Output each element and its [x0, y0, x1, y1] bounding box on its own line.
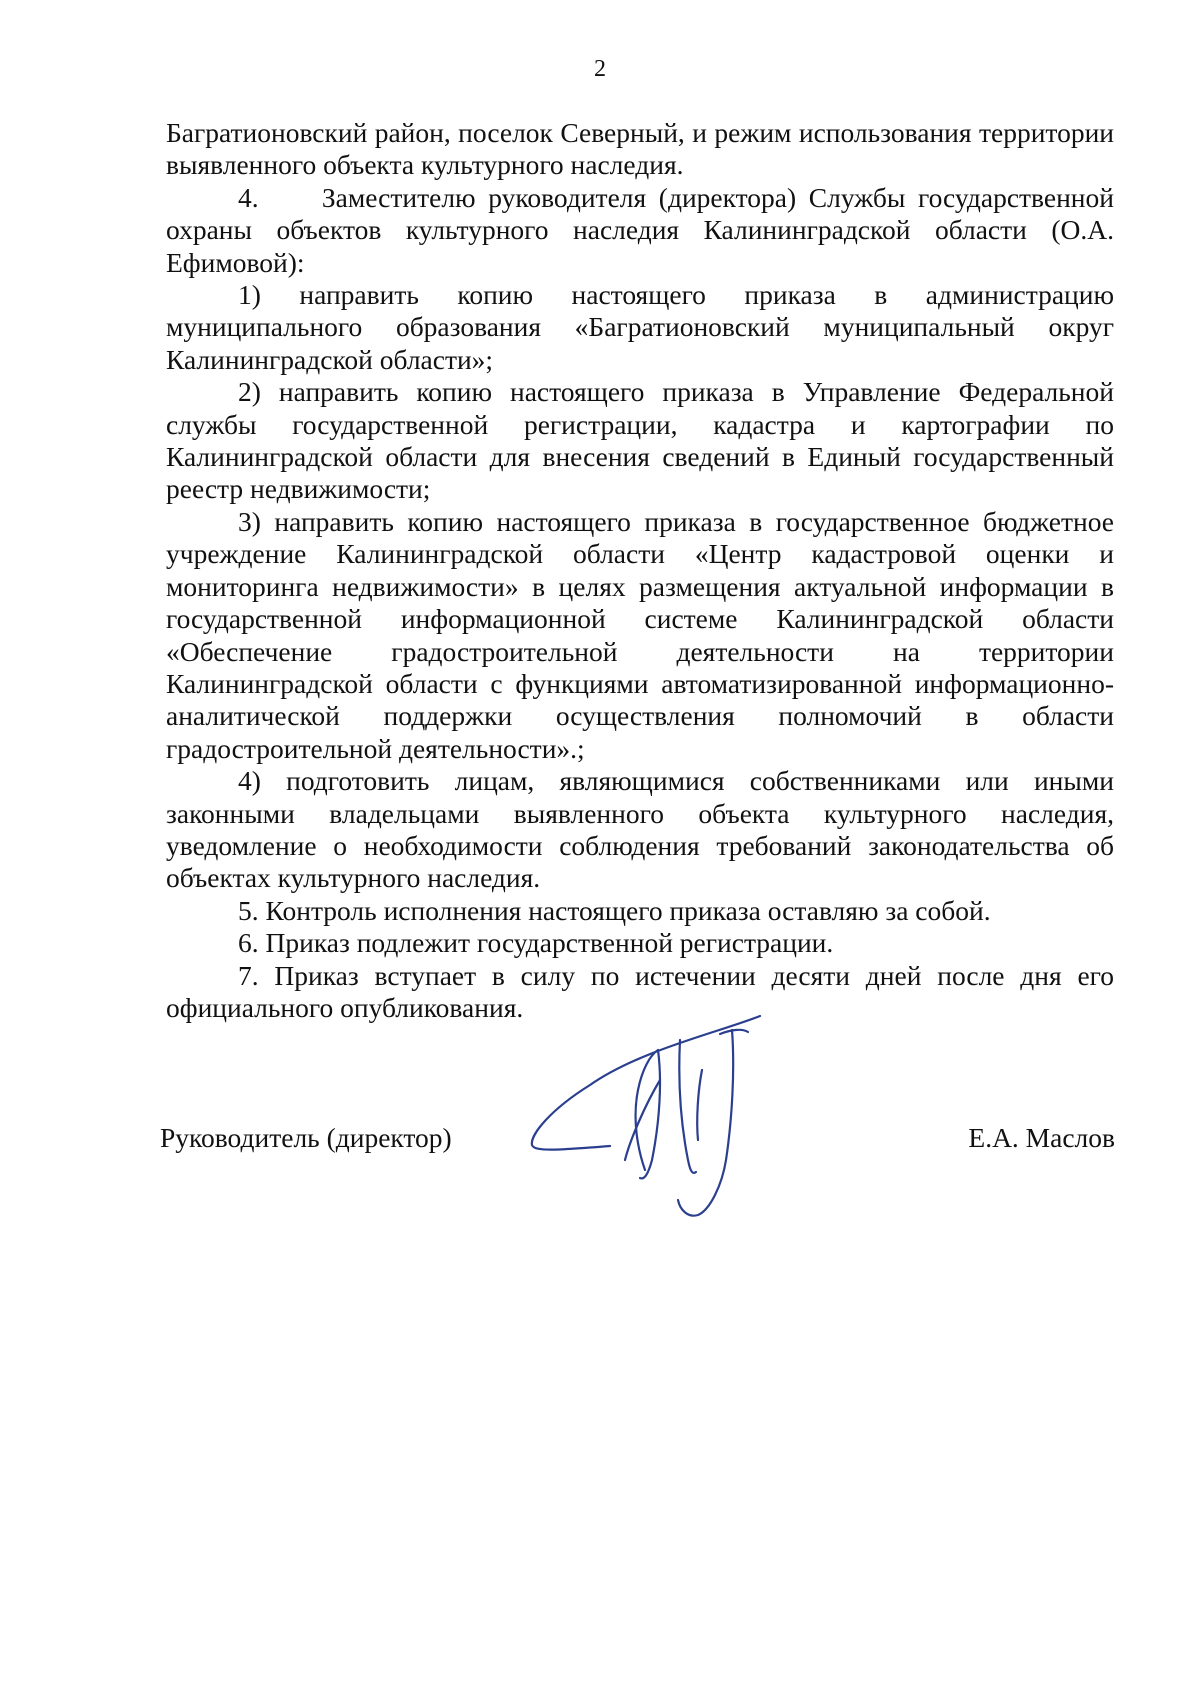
paragraph-item-6: 6. Приказ подлежит государственной регистрации. — [238, 927, 834, 959]
page-number: 2 — [594, 56, 606, 82]
paragraph-subitem-2: 2) направить копию настоящего приказа в Управление Федеральной службы государственной регистрации, кадастра и картографии по Калининградской области для внесения сведений в Единый государственный реестр недвижимости; — [166, 376, 1114, 505]
signature-block — [160, 1120, 1115, 1160]
paragraph-subitem-1: 1) направить копию настоящего приказа в администрацию муниципального образования «Багратионовский муниципальный округ Калининградской области»; — [166, 279, 1114, 375]
paragraph-subitem-3: 3) направить копию настоящего приказа в государственное бюджетное учреждение Калининградской области «Центр кадастровой оценки и мониторинга недвижимости» в целях размещения актуальной информации в государственной информационной системе Калининградской области «Обеспечение градостроительной деятельности на территории Калининградской области с функциями автоматизированной информационно-аналитической поддержки осуществления полномочий в области градостроительной деятельности».; — [166, 505, 1114, 764]
paragraph-subitem-4: 4) подготовить лицам, являющимися собственниками или иными законными владельцами выявленного объекта культурного наследия, уведомление о необходимости соблюдения требований законодательства об объектах культурного наследия. — [166, 765, 1114, 894]
signer-title: Руководитель (директор) — [160, 1122, 452, 1153]
paragraph-item-4: 4. Заместителю руководителя (директора) Службы государственной охраны объектов культурного наследия Калининградской области (О.А. Ефимовой): — [166, 181, 1114, 278]
paragraph-item-7: 7. Приказ вступает в силу по истечении десяти дней после дня его официального опубликования. — [166, 959, 1114, 1023]
paragraph-continuation: Багратионовский район, поселок Северный, и режим использования территории выявленного объекта культурного наследия. — [166, 117, 1114, 181]
handwritten-signature — [520, 1010, 780, 1225]
paragraph-item-5: 5. Контроль исполнения настоящего приказа оставляю за собой. — [238, 894, 991, 926]
document-body — [166, 117, 1114, 1024]
signer-name: Е.А. Маслов — [968, 1122, 1115, 1153]
